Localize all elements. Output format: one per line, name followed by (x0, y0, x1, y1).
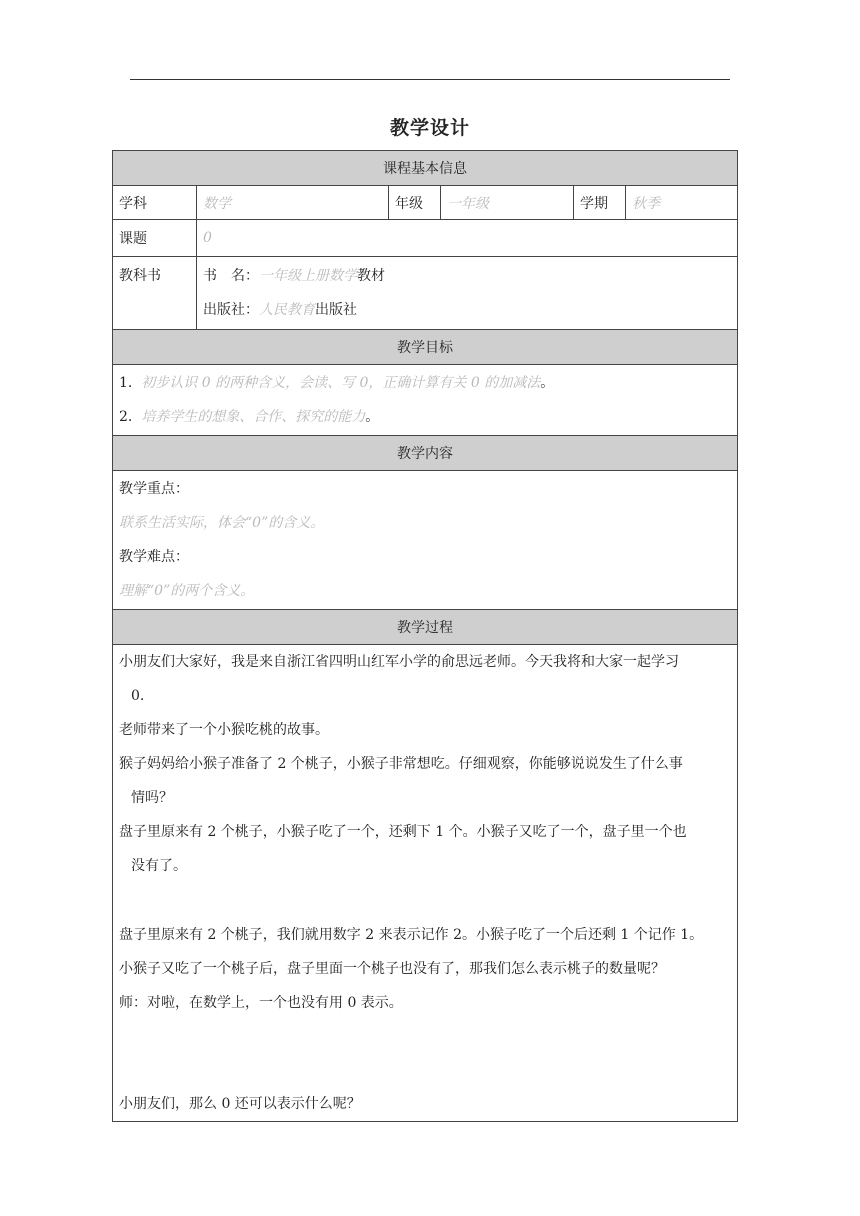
page-title: 教学设计 (389, 117, 470, 139)
key-point-text: 联系生活实际，体会“0”的含义。 (119, 515, 325, 531)
content-body (113, 471, 738, 610)
grade-value: 一年级 (441, 186, 574, 220)
blank-space (119, 883, 731, 918)
paragraph: 猴子妈妈给小猴子准备了 2 个桃子，小猴子非常想吃。仔细观察，你能够说说发生了什么事 (119, 756, 683, 772)
book-name-value: 一年级上册数学 (259, 268, 357, 284)
objective-end: 。 (365, 409, 380, 425)
book-name-line (203, 259, 731, 293)
header-rule (130, 79, 730, 80)
publisher-line (203, 293, 731, 327)
paragraph: 盘子里原来有 2 个桃子，小猴子吃了一个，还剩下 1 个。小猴子又吃了一个，盘子里一个也 (119, 824, 687, 840)
subject-label: 学科 (113, 186, 197, 220)
lesson-plan-table (112, 150, 738, 1122)
paragraph: 小猴子又吃了一个桃子后，盘子里面一个桃子也没有了，那我们怎么表示桃子的数量呢？ (119, 961, 665, 977)
textbook-info (197, 257, 738, 330)
objectives-list (113, 365, 738, 436)
grade-label: 年级 (389, 186, 441, 220)
term-value: 秋季 (626, 186, 738, 220)
book-name-label: 书 名： (203, 268, 259, 284)
paragraph: 老师带来了一个小猴吃桃的故事。 (119, 722, 329, 738)
objective-end: 。 (540, 375, 555, 391)
process-body (113, 645, 738, 1122)
subject-value: 数学 (197, 186, 389, 220)
difficulty-label: 教学难点： (119, 549, 189, 565)
objective-number: 2. (119, 409, 133, 425)
term-label: 学期 (574, 186, 626, 220)
paragraph: 小朋友们大家好，我是来自浙江省四明山红军小学的俞思远老师。今天我将和大家一起学习 (119, 654, 679, 670)
textbook-label: 教科书 (113, 257, 197, 330)
section-header-content: 教学内容 (113, 436, 738, 471)
publisher-suffix: 出版社 (315, 302, 357, 318)
paragraph: 小朋友们，那么 0 还可以表示什么呢？ (119, 1096, 361, 1112)
topic-label: 课题 (113, 220, 197, 257)
section-header-basic-info: 课程基本信息 (113, 151, 738, 186)
section-header-objectives: 教学目标 (113, 330, 738, 365)
objective-text: 培养学生的想象、合作、探究的能力 (141, 409, 366, 425)
blank-space (119, 1020, 731, 1087)
section-header-process: 教学过程 (113, 610, 738, 645)
difficulty-text: 理解“0”的两个含义。 (119, 583, 255, 599)
paragraph-continuation: 0. (131, 688, 145, 704)
objective-text: 初步认识 0 的两种含义，会读、写 0，正确计算有关 0 的加减法 (141, 375, 541, 391)
paragraph-continuation: 没有了。 (131, 858, 187, 874)
paragraph-continuation: 情吗？ (131, 790, 173, 806)
objective-item (119, 366, 731, 400)
publisher-value: 人民教育 (259, 302, 315, 318)
objective-item (119, 400, 731, 434)
paragraph: 师：对啦，在数学上，一个也没有用 0 表示。 (119, 995, 403, 1011)
paragraph: 盘子里原来有 2 个桃子，我们就用数字 2 来表示记作 2。小猴子吃了一个后还剩 1 个记作 1。 (119, 927, 704, 943)
key-point-label: 教学重点： (119, 481, 189, 497)
objective-number: 1. (119, 375, 133, 391)
publisher-label: 出版社： (203, 302, 259, 318)
topic-value: 0 (197, 220, 738, 257)
book-name-suffix: 教材 (357, 268, 385, 284)
